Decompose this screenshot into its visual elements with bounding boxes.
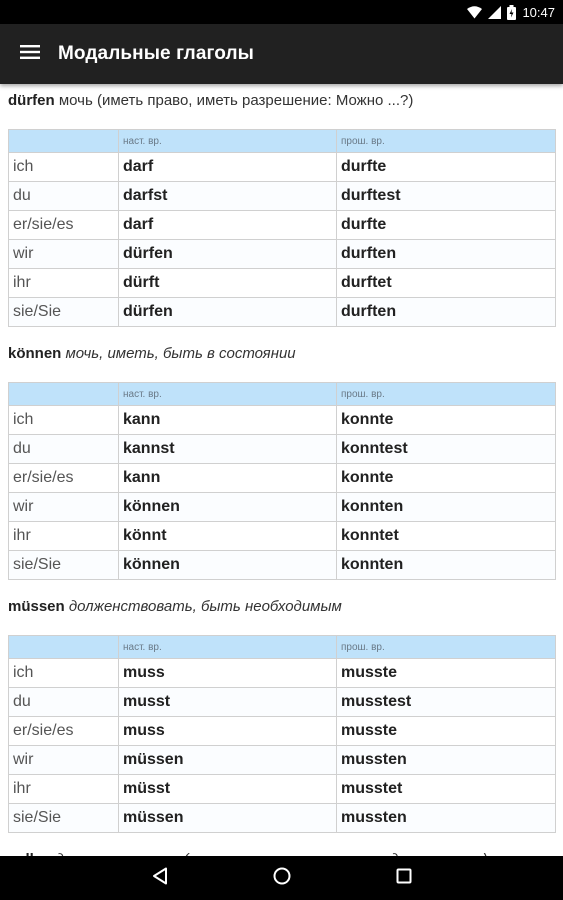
past-form-cell: konnte <box>337 464 556 493</box>
present-form-cell: müsst <box>119 775 337 804</box>
past-form-cell: musstest <box>337 688 556 717</box>
table-header-row <box>9 636 556 659</box>
header-past: прош. вр. <box>337 636 556 659</box>
past-form-cell: musste <box>337 717 556 746</box>
status-bar <box>0 0 563 24</box>
verb-heading <box>8 343 555 365</box>
table-row <box>9 804 556 833</box>
past-form-cell: durfte <box>337 153 556 182</box>
present-form-cell: kannst <box>119 435 337 464</box>
present-form-cell: können <box>119 551 337 580</box>
pronoun-cell: wir <box>9 493 119 522</box>
verb-block-2 <box>8 596 555 833</box>
verb-heading <box>8 90 555 112</box>
present-form-cell: darf <box>119 153 337 182</box>
present-form-cell: dürfen <box>119 298 337 327</box>
pronoun-cell: sie/Sie <box>9 804 119 833</box>
table-row <box>9 298 556 327</box>
present-form-cell: darfst <box>119 182 337 211</box>
verb-infinitive: können <box>8 345 62 362</box>
conjugation-table <box>8 382 556 580</box>
recents-square-icon <box>396 868 412 889</box>
present-form-cell: dürft <box>119 269 337 298</box>
table-row <box>9 746 556 775</box>
table-row <box>9 153 556 182</box>
table-row <box>9 775 556 804</box>
pronoun-cell: ihr <box>9 269 119 298</box>
system-nav-bar <box>0 856 563 900</box>
wifi-icon <box>467 6 482 19</box>
past-form-cell: durftet <box>337 269 556 298</box>
pronoun-cell: er/sie/es <box>9 211 119 240</box>
header-present: наст. вр. <box>119 383 337 406</box>
verb-block-0 <box>8 90 555 327</box>
pronoun-cell: wir <box>9 240 119 269</box>
conjugation-table <box>8 129 556 327</box>
present-form-cell: musst <box>119 688 337 717</box>
home-button[interactable] <box>262 858 302 898</box>
pronoun-cell: er/sie/es <box>9 717 119 746</box>
pronoun-cell: du <box>9 435 119 464</box>
pronoun-cell: wir <box>9 746 119 775</box>
present-form-cell: könnt <box>119 522 337 551</box>
verb-heading <box>8 596 555 618</box>
present-form-cell: muss <box>119 717 337 746</box>
table-row <box>9 211 556 240</box>
past-form-cell: musstet <box>337 775 556 804</box>
home-circle-icon <box>273 867 291 890</box>
pronoun-cell: du <box>9 688 119 717</box>
past-form-cell: konntest <box>337 435 556 464</box>
header-pronoun <box>9 636 119 659</box>
present-form-cell: kann <box>119 406 337 435</box>
table-row <box>9 717 556 746</box>
pronoun-cell: ihr <box>9 775 119 804</box>
present-form-cell: dürfen <box>119 240 337 269</box>
conjugation-table <box>8 635 556 833</box>
table-header-row <box>9 383 556 406</box>
table-row <box>9 522 556 551</box>
back-triangle-icon <box>152 867 168 890</box>
pronoun-cell: ich <box>9 659 119 688</box>
table-header-row <box>9 130 556 153</box>
pronoun-cell: ich <box>9 153 119 182</box>
header-pronoun <box>9 130 119 153</box>
header-past: прош. вр. <box>337 383 556 406</box>
present-form-cell: darf <box>119 211 337 240</box>
recents-button[interactable] <box>384 858 424 898</box>
table-row <box>9 182 556 211</box>
header-present: наст. вр. <box>119 636 337 659</box>
header-past: прош. вр. <box>337 130 556 153</box>
pronoun-cell: sie/Sie <box>9 551 119 580</box>
past-form-cell: konntet <box>337 522 556 551</box>
table-row <box>9 493 556 522</box>
verb-infinitive: müssen <box>8 598 65 615</box>
pronoun-cell: sie/Sie <box>9 298 119 327</box>
status-time: 10:47 <box>522 4 555 20</box>
table-row <box>9 551 556 580</box>
verb-list[interactable] <box>0 84 563 856</box>
back-button[interactable] <box>140 858 180 898</box>
menu-button[interactable] <box>2 24 58 84</box>
past-form-cell: konnte <box>337 406 556 435</box>
past-form-cell: durften <box>337 298 556 327</box>
battery-charging-icon <box>507 5 516 20</box>
verb-block-1 <box>8 343 555 580</box>
past-form-cell: musste <box>337 659 556 688</box>
pronoun-cell: er/sie/es <box>9 464 119 493</box>
past-form-cell: konnten <box>337 493 556 522</box>
past-form-cell: durften <box>337 240 556 269</box>
pronoun-cell: du <box>9 182 119 211</box>
table-row <box>9 659 556 688</box>
verb-meaning: мочь, иметь, быть в состоянии <box>65 345 296 362</box>
hamburger-menu-icon <box>20 45 40 64</box>
past-form-cell: durftest <box>337 182 556 211</box>
verb-infinitive: dürfen <box>8 92 55 109</box>
cellular-signal-icon <box>488 6 501 19</box>
table-row <box>9 240 556 269</box>
past-form-cell: mussten <box>337 746 556 775</box>
table-row <box>9 406 556 435</box>
header-pronoun <box>9 383 119 406</box>
table-row <box>9 269 556 298</box>
past-form-cell: konnten <box>337 551 556 580</box>
header-present: наст. вр. <box>119 130 337 153</box>
present-form-cell: muss <box>119 659 337 688</box>
table-row <box>9 464 556 493</box>
past-form-cell: mussten <box>337 804 556 833</box>
present-form-cell: müssen <box>119 746 337 775</box>
page-title: Модальные глаголы <box>58 43 254 64</box>
app-bar <box>0 24 563 84</box>
table-row <box>9 688 556 717</box>
table-row <box>9 435 556 464</box>
pronoun-cell: ihr <box>9 522 119 551</box>
pronoun-cell: ich <box>9 406 119 435</box>
past-form-cell: durfte <box>337 211 556 240</box>
present-form-cell: können <box>119 493 337 522</box>
verb-meaning: мочь (иметь право, иметь разрешение: Можно ...?) <box>58 92 414 109</box>
present-form-cell: kann <box>119 464 337 493</box>
present-form-cell: müssen <box>119 804 337 833</box>
verb-meaning: долженствовать, быть необходимым <box>68 598 342 615</box>
